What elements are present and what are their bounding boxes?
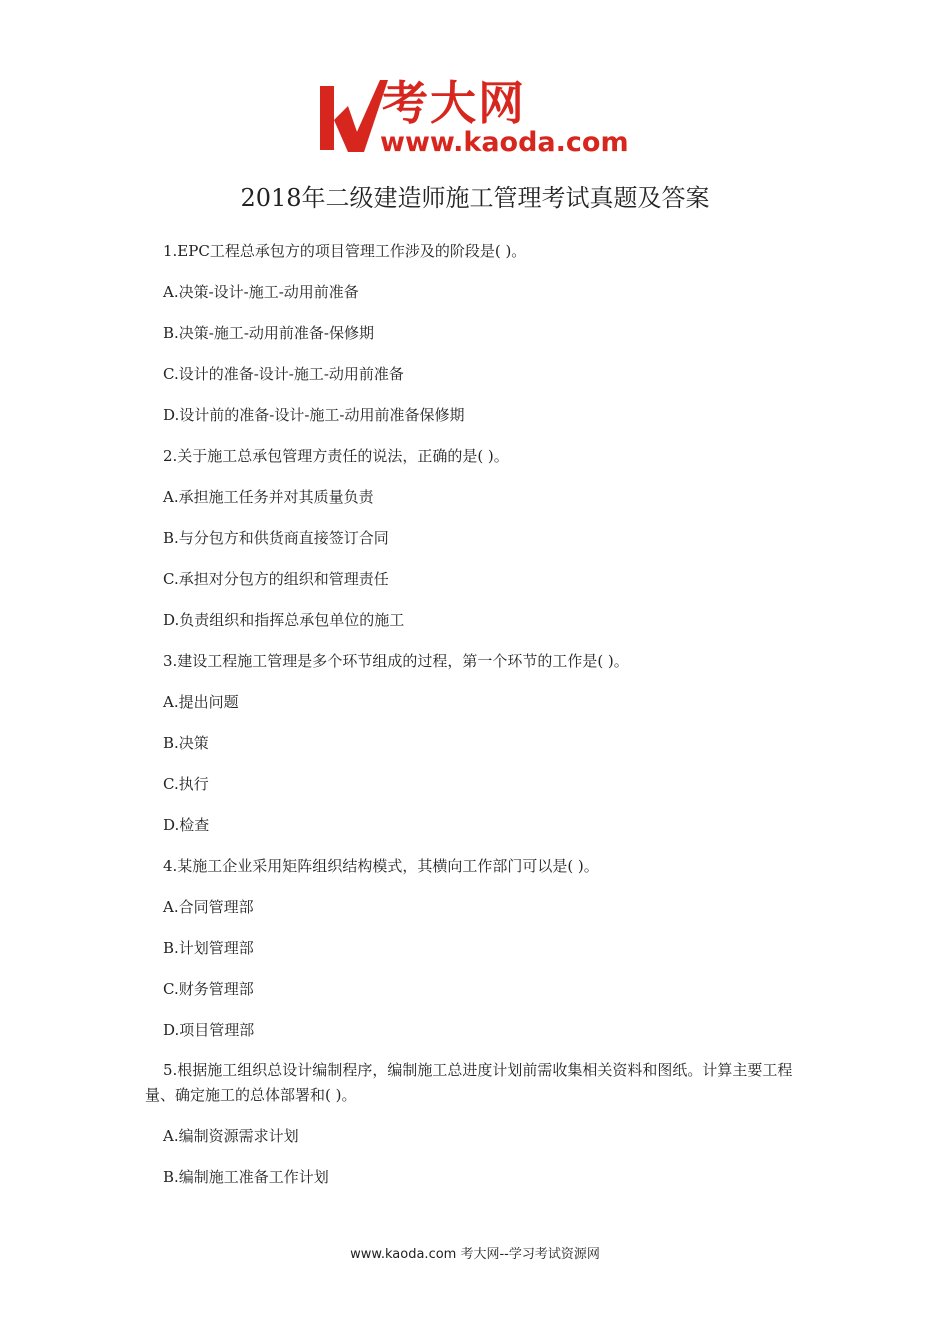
question-1: 1.EPC工程总承包方的项目管理工作涉及的阶段是( )。 (163, 242, 527, 260)
q2-option-b: B.与分包方和供货商直接签订合同 (163, 529, 389, 547)
q3-option-c: C.执行 (163, 775, 209, 793)
q2-option-c: C.承担对分包方的组织和管理责任 (163, 570, 389, 588)
q5-option-a: A.编制资源需求计划 (163, 1127, 299, 1145)
q4-option-c: C.财务管理部 (163, 980, 254, 998)
q2-option-a: A.承担施工任务并对其质量负责 (163, 488, 374, 506)
q2-option-d: D.负责组织和指挥总承包单位的施工 (163, 611, 405, 629)
page-footer: www.kaoda.com 考大网--学习考试资源网 (350, 1247, 600, 1262)
logo-url-text: www.kaoda.com (380, 127, 629, 158)
question-4: 4.某施工企业采用矩阵组织结构模式，其横向工作部门可以是( )。 (163, 857, 599, 875)
q4-option-b: B.计划管理部 (163, 939, 254, 957)
q4-option-d: D.项目管理部 (163, 1021, 255, 1039)
page-title: 2018年二级建造师施工管理考试真题及答案 (240, 184, 710, 212)
q1-option-c: C.设计的准备-设计-施工-动用前准备 (163, 365, 404, 383)
q5-option-b: B.编制施工准备工作计划 (163, 1168, 329, 1186)
question-5: 5.根据施工组织总设计编制程序，编制施工总进度计划前需收集相关资料和图纸。计算主要工程量、确定施工的总体部署和( )。 (145, 1061, 793, 1104)
q1-option-a: A.决策-设计-施工-动用前准备 (163, 283, 359, 301)
question-2: 2.关于施工总承包管理方责任的说法，正确的是( )。 (163, 447, 509, 465)
document-body (145, 238, 810, 1205)
q1-option-b: B.决策-施工-动用前准备-保修期 (163, 324, 374, 342)
q3-option-d: D.检查 (163, 816, 210, 834)
question-3: 3.建设工程施工管理是多个环节组成的过程，第一个环节的工作是( )。 (163, 652, 629, 670)
q1-option-d: D.设计前的准备-设计-施工-动用前准备保修期 (163, 406, 465, 424)
logo-brand-text: 考大网 (382, 76, 526, 130)
q3-option-b: B.决策 (163, 734, 209, 752)
q4-option-a: A.合同管理部 (163, 898, 254, 916)
q3-option-a: A.提出问题 (163, 693, 239, 711)
kaoda-logo (318, 78, 638, 160)
